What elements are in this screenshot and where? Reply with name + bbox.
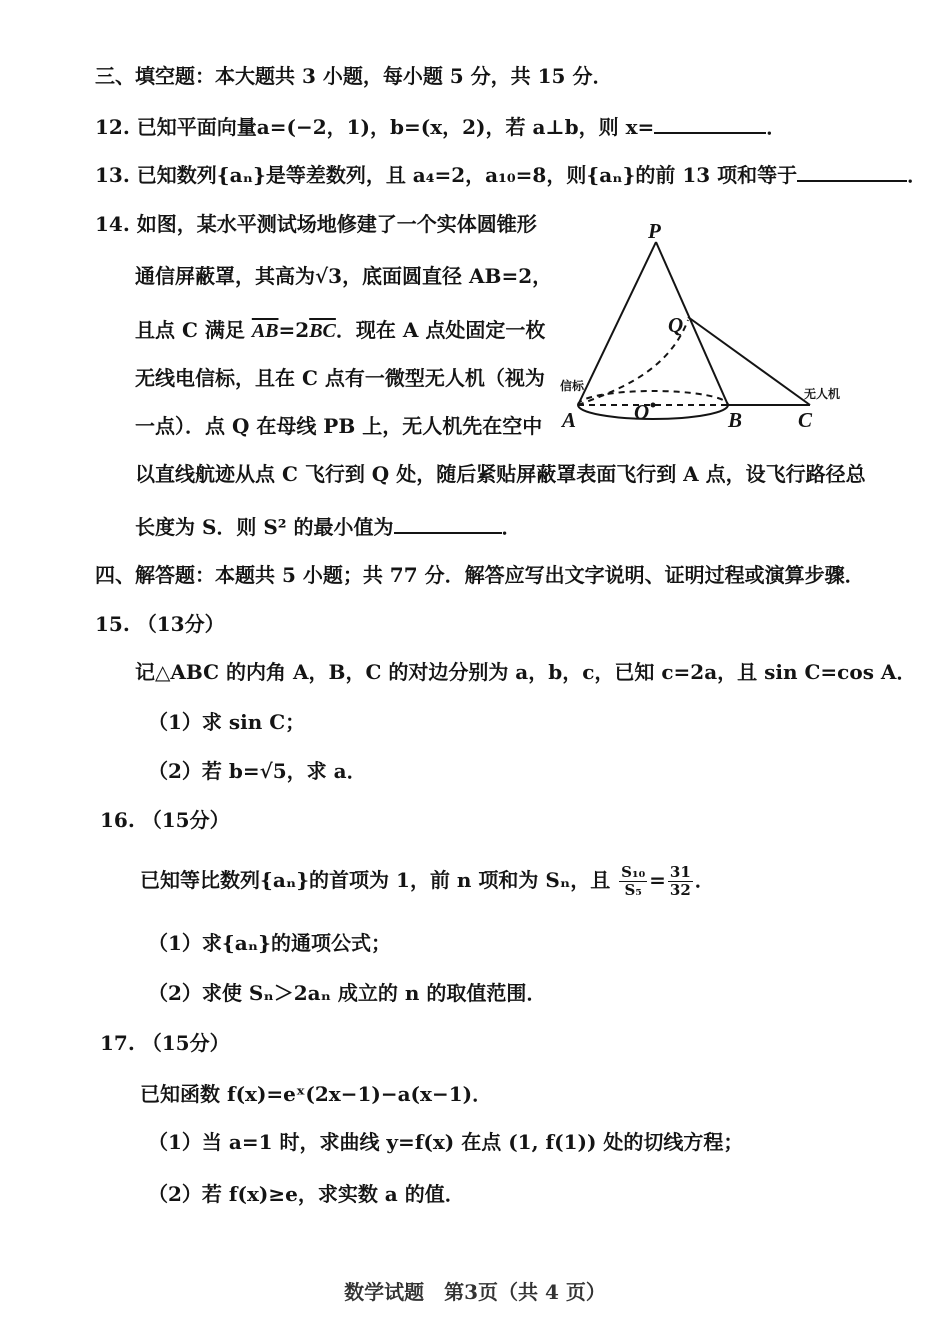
q15-stem: 记△ABC 的内角 A，B，C 的对边分别为 a，b，c，已知 c=2a，且 sin C=cos A． (135, 660, 917, 684)
question-14-line-1 (95, 210, 537, 238)
q15-header: 15. （13分） (95, 612, 225, 636)
q13-end: ． (907, 163, 928, 187)
q14-text-line-3b: ．现在 A 点处固定一枚 (335, 318, 546, 342)
q12-text-b: 若 a⊥b，则 x= (505, 115, 655, 139)
center-point-O (651, 403, 656, 408)
q16-part-2: （2）求使 Sₙ＞2aₙ 成立的 n 的取值范围． (148, 981, 547, 1005)
question-14-line-2 (135, 262, 552, 290)
label-P: P (648, 222, 661, 243)
q12-answer-blank[interactable] (654, 112, 766, 134)
label-drone: 无人机 (804, 387, 841, 401)
q14-number: 14. (95, 212, 130, 236)
label-Q: Q (668, 313, 684, 337)
question-14-line-4: 无线电信标，且在 C 点有一微型无人机（视为 (135, 366, 545, 390)
q12-end: ． (766, 115, 787, 139)
q14-text-line-3a: 且点 C 满足 (135, 318, 245, 342)
label-A: A (562, 408, 577, 432)
page-footer: 数学试题 第3页（共 4 页） (344, 1280, 606, 1304)
q14-end: ． (501, 515, 522, 539)
q16-header: 16. （15分） (100, 808, 230, 832)
q12-text-a: 已知平面向量 (136, 115, 257, 139)
q13-number: 13. (95, 163, 130, 187)
label-B: B (728, 408, 743, 432)
question-14-line-5: 一点）．点 Q 在母线 PB 上，无人机先在空中 (135, 414, 543, 438)
q14-text-line-2a: 通信屏蔽罩，其高为 (135, 264, 315, 288)
q14-sqrt3: √3 (315, 264, 343, 288)
q16-fraction-s10-s5 (619, 864, 647, 899)
edge-QC (688, 317, 810, 405)
q16-frac2-numerator: 31 (669, 863, 691, 881)
question-12 (95, 112, 786, 141)
edge-PB (656, 242, 728, 405)
label-C: C (798, 408, 813, 432)
section-3-heading: 三、填空题：本大题共 3 小题，每小题 5 分，共 15 分． (95, 64, 613, 88)
q14-answer-blank[interactable] (394, 512, 502, 534)
q16-stem-text: 已知等比数列{aₙ}的首项为 1，前 n 项和为 Sₙ，且 (140, 868, 611, 892)
question-14-line-6: 以直线航迹从点 C 飞行到 Q 处，随后紧贴屏蔽罩表面飞行到 A 点，设飞行路径总 (135, 462, 866, 486)
q17-header: 17. （15分） (100, 1031, 230, 1055)
question-14-line-7 (135, 512, 522, 541)
q16-frac1-denominator: S₅ (624, 881, 642, 899)
q14-vector-ab: $\overline{AB}$ (251, 320, 279, 342)
q14-equals-2: =2 (278, 318, 310, 342)
q15-part-1: （1）求 sin C； (148, 710, 306, 734)
q16-part-1: （1）求{aₙ}的通项公式； (148, 931, 391, 955)
q13-answer-blank[interactable] (797, 160, 907, 182)
q16-frac1-numerator: S₁₀ (621, 863, 646, 881)
q17-stem: 已知函数 f(x)=eˣ(2x−1)−a(x−1)． (140, 1082, 493, 1106)
q13-text: 已知数列{aₙ}是等差数列，且 a₄=2，a₁₀=8，则{aₙ}的前 13 项和等于 (136, 163, 798, 187)
q12-vector-a: a=(−2，1)， (256, 115, 390, 139)
q14-vector-bc: $\overline{BC}$ (309, 320, 336, 342)
q12-vector-b: b=(x，2)， (390, 115, 506, 139)
question-14-line-3 (135, 316, 545, 345)
q17-part-2: （2）若 f(x)≥e，求实数 a 的值． (148, 1182, 465, 1206)
q17-part-1: （1）当 a=1 时，求曲线 y=f(x) 在点 (1, f(1)) 处的切线方程； (148, 1130, 744, 1154)
q14-text-line-1: 如图，某水平测试场地修建了一个实体圆锥形 (136, 212, 537, 236)
q16-stem-end: ． (694, 868, 715, 892)
q16-frac2-denominator: 32 (669, 881, 691, 899)
q14-text-line-7: 长度为 S．则 S² 的最小值为 (135, 515, 394, 539)
q16-equals: = (649, 868, 666, 892)
q12-number: 12. (95, 115, 130, 139)
q16-fraction-31-32 (668, 864, 693, 899)
label-beacon: 信标 (560, 379, 585, 393)
q16-stem (140, 864, 715, 899)
q15-part-2: （2）若 b=√5，求 a． (148, 759, 367, 783)
cone-diagram (558, 222, 858, 437)
q14-text-line-2c: ，底面圆直径 AB=2， (342, 264, 553, 288)
label-O: O (634, 400, 650, 424)
question-13 (95, 160, 927, 189)
edge-PA (578, 242, 656, 405)
section-4-heading: 四、解答题：本题共 5 小题；共 77 分．解答应写出文字说明、证明过程或演算步骤． (95, 563, 865, 587)
